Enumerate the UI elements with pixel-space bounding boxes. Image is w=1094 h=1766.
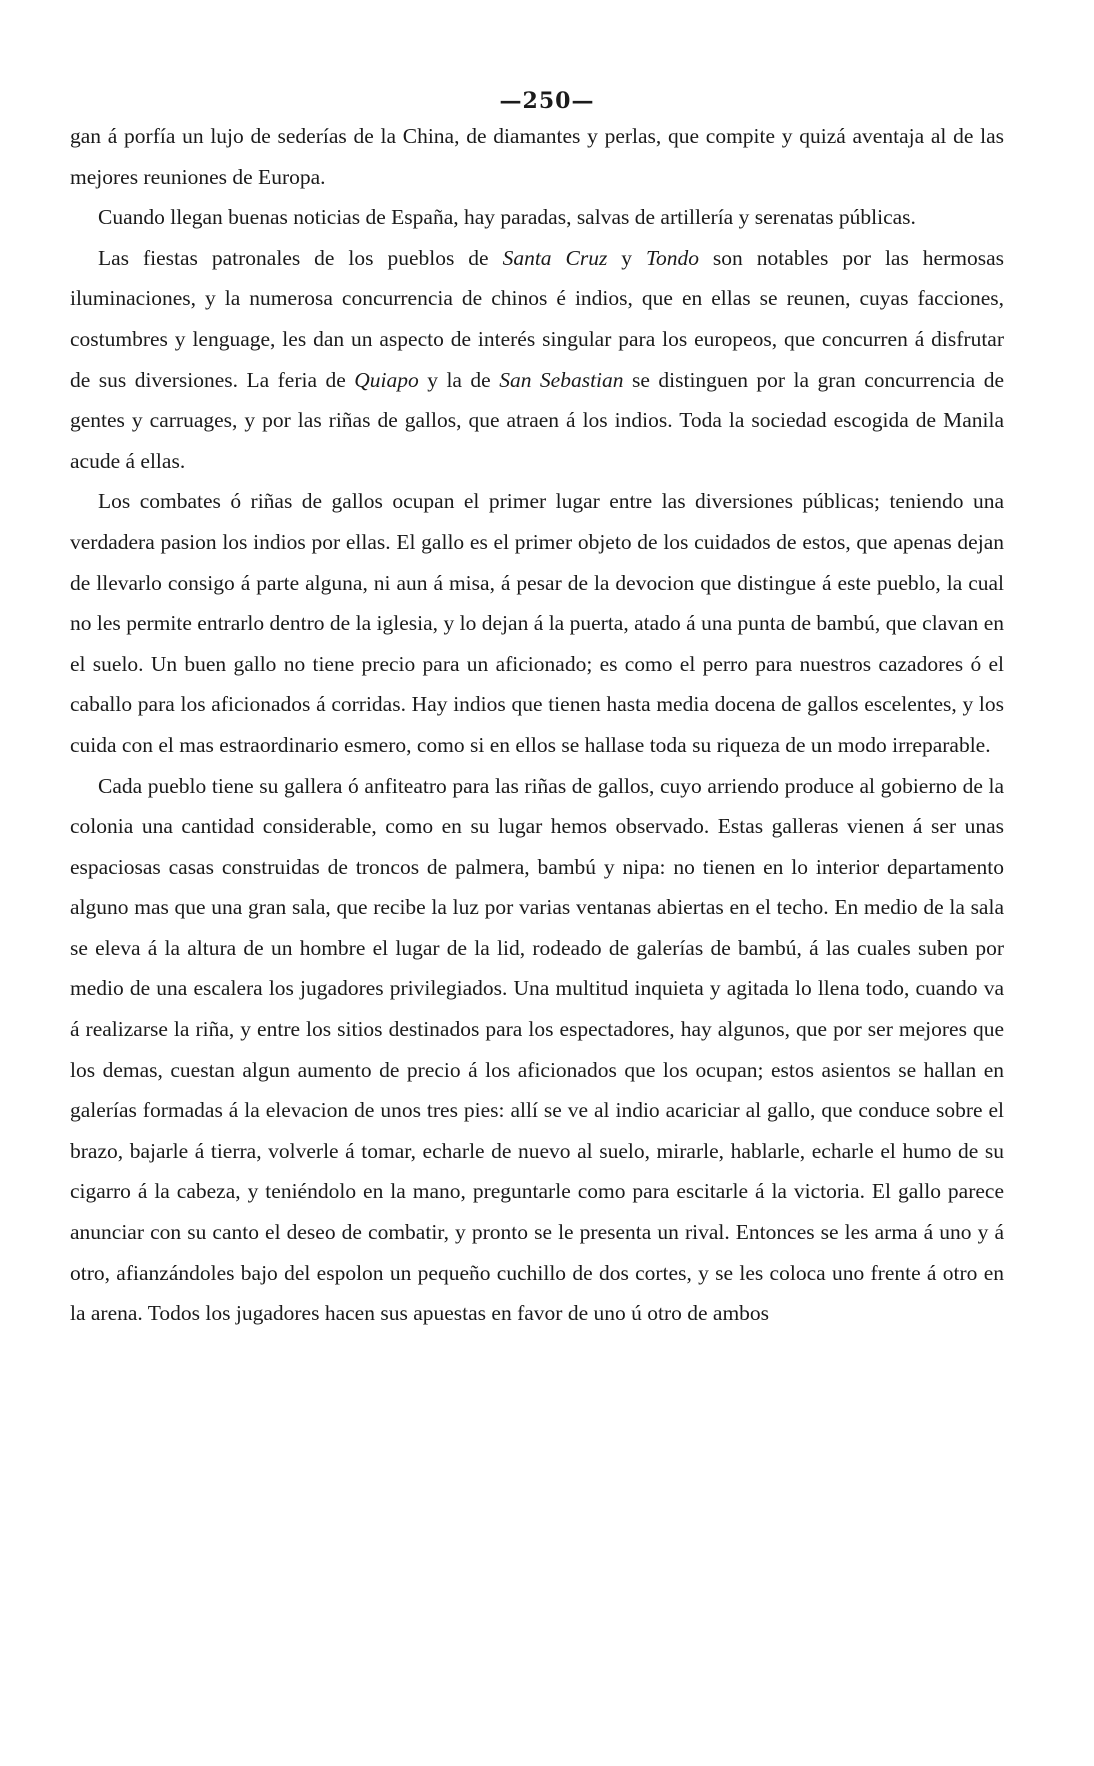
- paragraph: [70, 238, 1004, 482]
- text-segment: Las fiestas patronales de los pueblos de: [98, 245, 503, 270]
- paragraph: [70, 766, 1004, 1334]
- text-segment: son notables por las hermosas iluminaciones, y la numerosa concurrencia de chinos é indios, que en ellas se reunen, cuyas facciones, costumbres y lenguage, les dan un aspecto de interés singular para los europeos, que concurren á disfrutar de sus diversiones. La feria de: [70, 245, 1004, 392]
- paragraph: [70, 481, 1004, 765]
- place-name: San Sebastian: [499, 367, 624, 392]
- text-segment: Cada pueblo tiene su gallera ó anfiteatro para las riñas de gallos, cuyo arriendo produce al gobierno de la colonia una cantidad considerable, como en su lugar hemos observado. Estas galleras vienen á ser unas espaciosas casas construidas de troncos de palmera, bambú y nipa: no tienen en lo interior departamento alguno mas que una gran sala, que recibe la luz por varias ventanas abiertas en el techo. En medio de la sala se eleva á la altura de un hombre el lugar de la lid, rodeado de galerías de bambú, á las cuales suben por medio de una escalera los jugadores privilegiados. Una multitud inquieta y agitada lo llena todo, cuando va á realizarse la riña, y entre los sitios destinados para los espectadores, hay algunos, que por ser mejores que los demas, cuestan algun aumento de precio á los aficionados que los ocupan; estos asientos se hallan en galerías formadas á la elevacion de unos tres pies: allí se ve al indio acariciar al gallo, que conduce sobre el brazo, bajarle á tierra, volverle á tomar, echarle de nuevo al suelo, mirarle, hablarle, echarle el humo de su cigarro á la cabeza, y teniéndolo en la mano, preguntarle como para escitarle á la victoria. El gallo parece anunciar con su canto el deseo de combatir, y pronto se le presenta un rival. Entonces se les arma á uno y á otro, afianzándoles bajo del espolon un pequeño cuchillo de dos cortes, y se les coloca uno frente á otro en la arena. Todos los jugadores hacen sus apuestas en favor de uno ú otro de ambos: [70, 773, 1004, 1326]
- paragraph: [70, 116, 1004, 197]
- text-segment: y: [607, 245, 646, 270]
- paragraph: [70, 197, 1004, 238]
- text-segment: se distinguen por la gran concurrencia de gentes y carruages, y por las riñas de gallos, que atraen á los indios. Toda la sociedad escogida de Manila acude á ellas.: [70, 367, 1004, 473]
- place-name: Santa Cruz: [502, 245, 608, 270]
- body-text: [70, 116, 1004, 1334]
- page-number: —250—: [499, 88, 595, 114]
- text-segment: y la de: [418, 367, 500, 392]
- place-name: Quiapo: [354, 367, 419, 392]
- text-segment: Los combates ó riñas de gallos ocupan el primer lugar entre las diversiones públicas; teniendo una verdadera pasion los indios por ellas. El gallo es el primer objeto de los cuidados de estos, que apenas dejan de llevarlo consigo á parte alguna, ni aun á misa, á pesar de la devocion que distingue á este pueblo, la cual no les permite entrarlo dentro de la iglesia, y lo dejan á la puerta, atado á una punta de bambú, que clavan en el suelo. Un buen gallo no tiene precio para un aficionado; es como el perro para nuestros cazadores ó el caballo para los aficionados á corridas. Hay indios que tienen hasta media docena de gallos escelentes, y los cuida con el mas estraordinario esmero, como si en ellos se hallase toda su riqueza de un modo irreparable.: [70, 489, 1004, 757]
- text-segment: gan á porfía un lujo de sederías de la China, de diamantes y perlas, que compite y quizá aventaja al de las mejores reuniones de Europa.: [70, 124, 1004, 189]
- place-name: Tondo: [645, 245, 699, 270]
- text-segment: Cuando llegan buenas noticias de España, hay paradas, salvas de artillería y serenatas públicas.: [98, 205, 916, 230]
